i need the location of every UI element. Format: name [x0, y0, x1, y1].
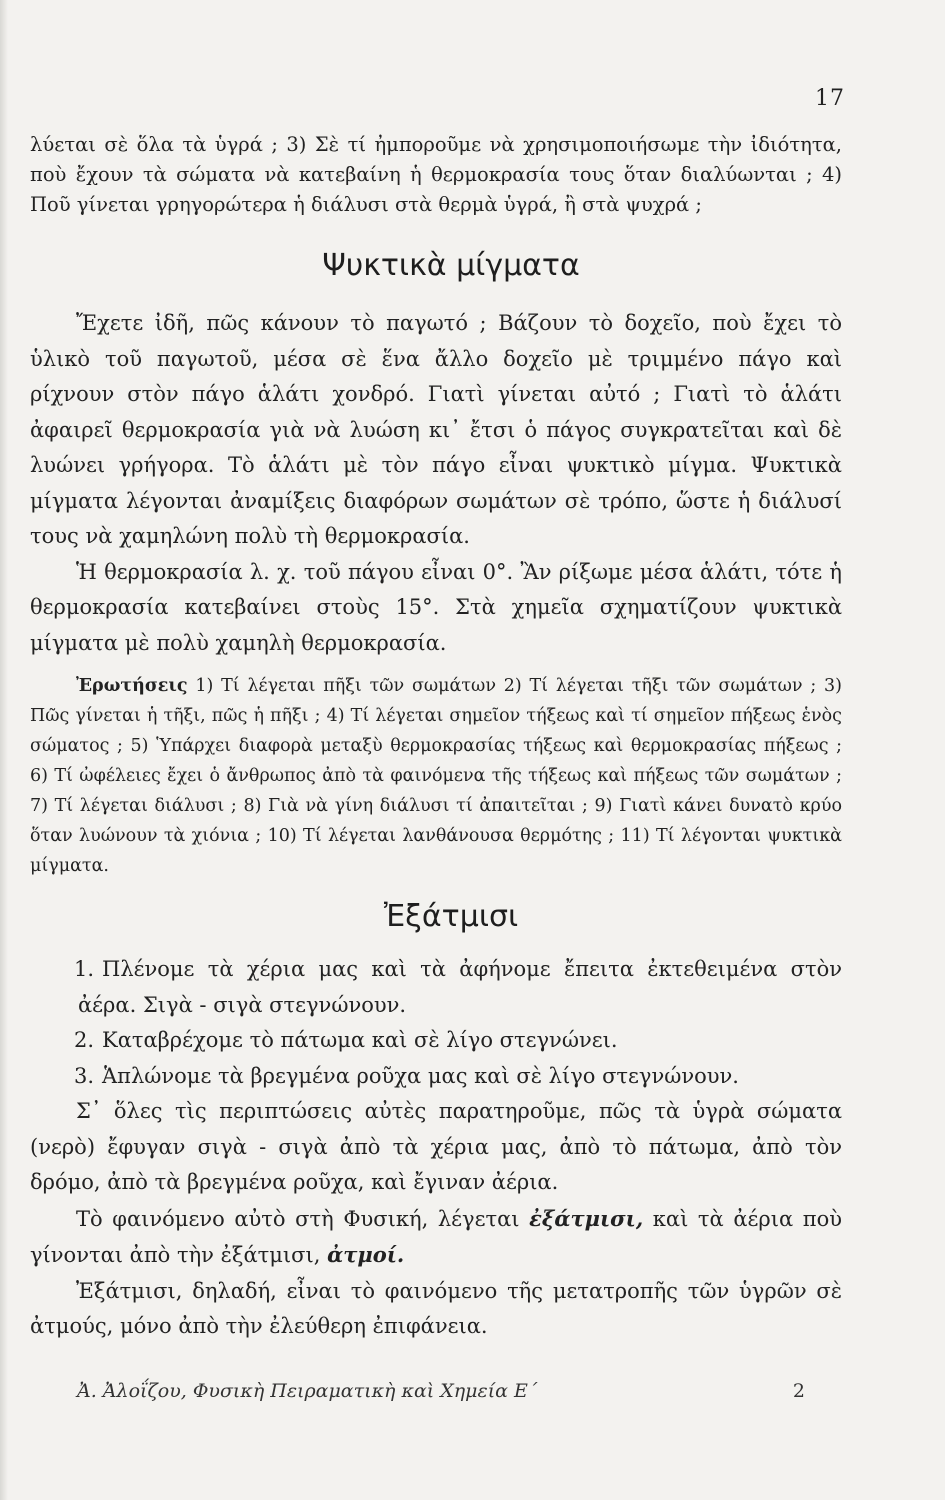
term-evaporation: ἐξάτμισι,: [529, 1205, 644, 1231]
list-item: [30, 952, 842, 1023]
questions-label: Ἐρωτήσεις: [76, 676, 188, 696]
questions-block: [30, 671, 842, 881]
questions-text: 1) Τί λέγεται πῆξι τῶν σωμάτων 2) Τί λέγεται τῆξι τῶν σωμάτων ; 3) Πῶς γίνεται ἡ τῆξι, πῶς ἡ πῆξι ; 4) Τί λέγεται σημεῖον τήξεως καὶ τί σημεῖον πήξεως ἑνὸς σώματος ; 5) Ὑπάρχει διαφορὰ μεταξὺ θερμοκρασίας τήξεως καὶ θερμοκρασίας πήξεως ; 6) Τί ὠφέλειες ἔχει ὁ ἄνθρωπος ἀπὸ τὰ φαινόμενα τῆς τήξεως καὶ πήξεως τῶν σωμάτων ; 7) Τί λέγεται διάλυσι ; 8) Γιὰ νὰ γίνη διάλυσι τί ἀπαιτεῖται ; 9) Γιατὶ κάνει δυνατὸ κρύο ὅταν λυώνουν τὰ χιόνια ; 10) Τί λέγεται λανθάνουσα θερμότης ; 11) Τί λέγονται ψυκτικὰ μίγματα.: [30, 676, 842, 876]
list-item-text: Πλένομε τὰ χέρια μας καὶ τὰ ἀφήνομε ἔπειτα ἐκτεθειμένα στὸν ἀέρα. Σιγὰ - σιγὰ στεγνώνουν.: [78, 957, 842, 1017]
list-item-number: 1.: [74, 957, 95, 981]
section-title-evaporation: Ἐξάτμισι: [383, 899, 519, 934]
definition-start: Τὸ φαινόμενο αὐτὸ στὴ Φυσική, λέγεται: [76, 1206, 520, 1231]
list-item-text: Ἁπλώνομε τὰ βρεγμένα ροῦχα μας καὶ σὲ λίγο στεγνώνουν.: [102, 1063, 739, 1088]
list-item: [30, 1023, 842, 1059]
page-edge: [0, 0, 8, 1500]
footer-sheet-number: 2: [792, 1380, 805, 1402]
paragraph-definition-term: [30, 1201, 842, 1274]
paragraph-definition: Ἐξάτμισι, δηλαδή, εἶναι τὸ φαινόμενο τῆς μετατροπῆς τῶν ὑγρῶν σὲ ἀτμούς, μόνο ἀπὸ τὴν ἐλεύθερη ἐπιφάνεια.: [30, 1278, 842, 1338]
page-number: 17: [815, 86, 845, 111]
page-footer: [77, 1380, 805, 1402]
list-item-number: 2.: [74, 1028, 95, 1052]
section-title-refrigerant-mixtures: Ψυκτικὰ μίγματα: [322, 248, 580, 283]
list-item-number: 3.: [74, 1063, 95, 1088]
paragraph-observation: Σ᾿ ὅλες τὶς περιπτώσεις αὐτὲς παρατηροῦμε, πῶς τὰ ὑγρὰ σώματα (νερὸ) ἔφυγαν σιγὰ - σιγὰ ἀπὸ τὰ χέρια μας, ἀπὸ τὸ πάτωμα, ἀπὸ τὸν δρόμο, ἀπὸ τὰ βρεγμένα ροῦχα, καὶ ἔγιναν ἀέρια.: [30, 1099, 842, 1194]
page-content: [30, 130, 842, 1345]
paragraph-temperature: Ἡ θερμοκρασία λ. χ. τοῦ πάγου εἶναι 0°. Ἂν ρίξωμε μέσα ἁλάτι, τότε ἡ θερμοκρασία κατεβαίνει στοὺς 15°. Στὰ χημεῖα σχηματίζουν ψυκτικὰ μίγματα μὲ πολὺ χαμηλὴ θερμοκρασία.: [30, 559, 842, 655]
intro-questions: λύεται σὲ ὅλα τὰ ὑγρά ; 3) Σὲ τί ἠμποροῦμε νὰ χρησιμοποιήσωμε τὴν ἰδιότητα, ποὺ ἔχουν τὰ σώματα νὰ κατεβαίνη ἡ θερμοκρασία τους ὅταν διαλύωνται ; 4) Ποῦ γίνεται γρηγορώτερα ἡ διάλυσι στὰ θερμὰ ὑγρά, ἢ στὰ ψυχρά ;: [30, 133, 842, 216]
footer-book-title: Ἀ. Ἀλοΐζου, Φυσικὴ Πειραματικὴ καὶ Χημεία Ε΄: [77, 1380, 538, 1402]
term-vapors: ἀτμοί.: [327, 1242, 405, 1267]
paragraph-ice-cream: Ἔχετε ἰδῆ, πῶς κάνουν τὸ παγωτό ; Βάζουν τὸ δοχεῖο, ποὺ ἔχει τὸ ὑλικὸ τοῦ παγωτοῦ, μέσα σὲ ἕνα ἄλλο δοχεῖο μὲ τριμμένο πάγο καὶ ρίχνουν στὸν πάγο ἁλάτι χονδρό. Γιατὶ γίνεται αὐτό ; Γιατὶ τὸ ἁλάτι ἀφαιρεῖ θερμοκρασία γιὰ νὰ λυώση κι᾿ ἔτσι ὁ πάγος συγκρατεῖται καὶ δὲ λυώνει γρήγορα. Τὸ ἁλάτι μὲ τὸν πάγο εἶναι ψυκτικὸ μίγμα. Ψυκτικὰ μίγματα λέγονται ἀναμίξεις διαφόρων σωμάτων σὲ τρόπο, ὥστε ἡ διάλυσί τους νὰ χαμηλώνη πολὺ τὴ θερμοκρασία.: [30, 311, 842, 548]
list-item-text: Καταβρέχομε τὸ πάτωμα καὶ σὲ λίγο στεγνώνει.: [102, 1028, 618, 1052]
definition-middle: καὶ τὰ ἀέρια ποὺ γίνονται ἀπὸ τὴν ἐξάτμισι,: [30, 1206, 842, 1267]
list-item: [30, 1059, 842, 1095]
